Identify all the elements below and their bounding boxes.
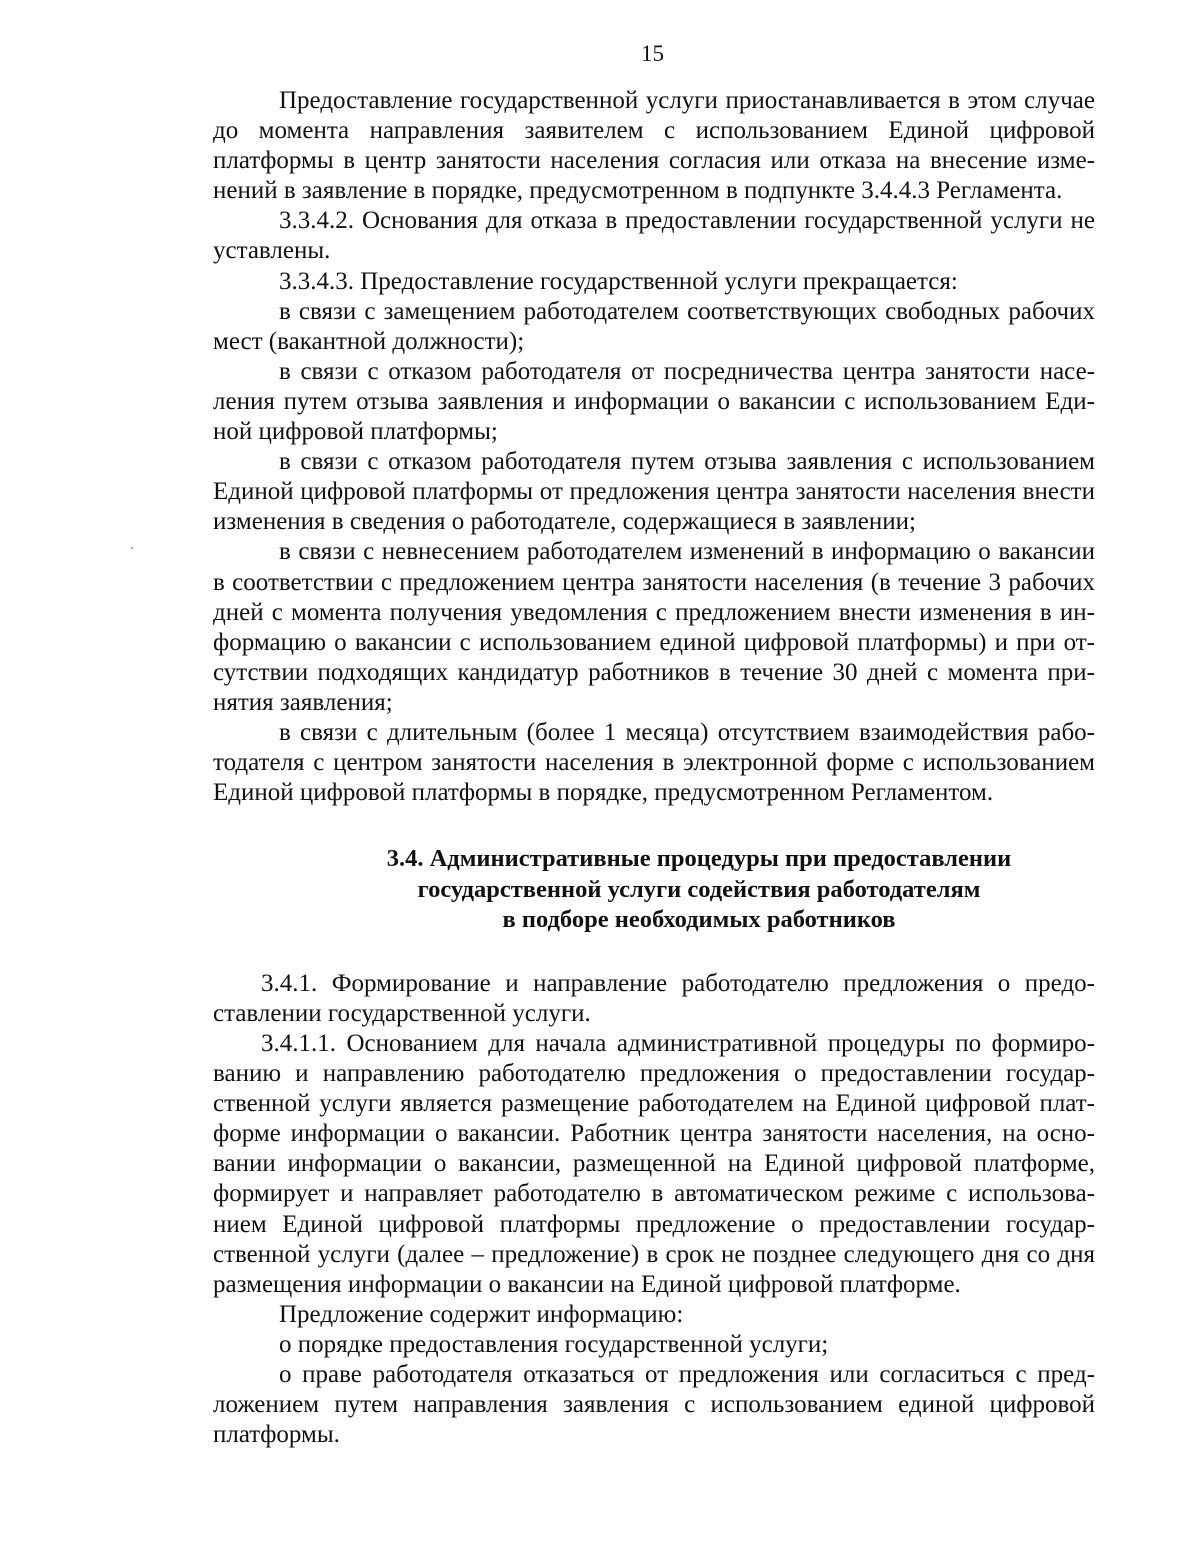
paragraph-3-3-4-3: 3.3.4.3. Предоставление государственной услуги прекращается: (279, 267, 958, 295)
heading-line-3: в подборе необходимых работников (502, 906, 896, 934)
paragraph-3-3-4-2: 3.3.4.2. Основания для отказа в предоставлении государственной услуги не уставлены. (213, 207, 1095, 265)
document-body (213, 86, 1095, 1450)
paragraph-termination-reason-4: в связи с невнесением работодателем изменений в информацию о вакансии в соответствии с предложением центра занятости населения (в течение 3 рабочих дней с момента получения уведомления с предложением внести изменения в информацию о вакансии с использованием единой цифровой платформы) и при отсутствии подходящих кандидатур работников в течение 30 дней с момента принятия заявления; (213, 538, 1095, 716)
section-heading-3-4 (213, 844, 1095, 936)
paragraph-termination-reason-2: в связи с отказом работодателя от посредничества центра занятости населения путем отзыва заявления и информации о вакансии с использованием Единой цифровой платформы; (213, 357, 1095, 446)
paragraph-offer-item-2: о праве работодателя отказаться от предложения или согласиться с предложением путем направления заявления с использованием единой цифровой платформы. (213, 1360, 1095, 1449)
paragraph-suspension: Предоставление государственной услуги приостанавливается в этом случае до момента направления заявителем с использованием Единой цифровой платформы в центр занятости населения согласия или отказа на внесение изменений в заявление в порядке, предусмотренном в подпункте 3.4.4.3 Регламента. (213, 87, 1095, 205)
paragraph-termination-reason-3: в связи с отказом работодателя путем отзыва заявления с использованием Единой цифровой платформы от предложения центра занятости населения внести изменения в сведения о работодателе, содержащиеся в заявлении; (213, 448, 1095, 536)
paragraph-3-4-1: 3.4.1. Формирование и направление работодателю предложения о предоставлении государственной услуги. (213, 969, 1095, 1027)
paragraph-3-4-1-1: 3.4.1.1. Основанием для начала административной процедуры по формированию и направлению работодателю предложения о предоставлении государственной услуги является размещение работодателем на Единой цифровой платформе информации о вакансии. Работник центра занятости населения, на основании информации о вакансии, размещенной на Единой цифровой платформе, формирует и направляет работодателю в автоматическом режиме с использованием Единой цифровой платформы предложение о предоставлении государственной услуги (далее – предложение) в срок не позднее следующего дня со дня размещения информации о вакансии на Единой цифровой платформе. (213, 1029, 1095, 1298)
paragraph-termination-reason-1: в связи с замещением работодателем соответствующих свободных рабочих мест (вакантной должности); (213, 297, 1095, 355)
heading-line-1: 3.4. Административные процедуры при предоставлении (386, 845, 1012, 873)
paragraph-offer-item-1: о порядке предоставления государственной услуги; (279, 1330, 829, 1358)
paragraph-offer-contents: Предложение содержит информацию: (279, 1300, 684, 1328)
heading-line-2: государственной услуги содействия работодателям (417, 875, 981, 903)
page-number: 15 (641, 41, 664, 66)
scan-speck (131, 547, 133, 549)
paragraph-termination-reason-5: в связи с длительным (более 1 месяца) отсутствием взаимодействия работодателя с центром занятости населения в электронной форме с использованием Единой цифровой платформы в порядке, предусмотренном Регламентом. (213, 718, 1095, 807)
